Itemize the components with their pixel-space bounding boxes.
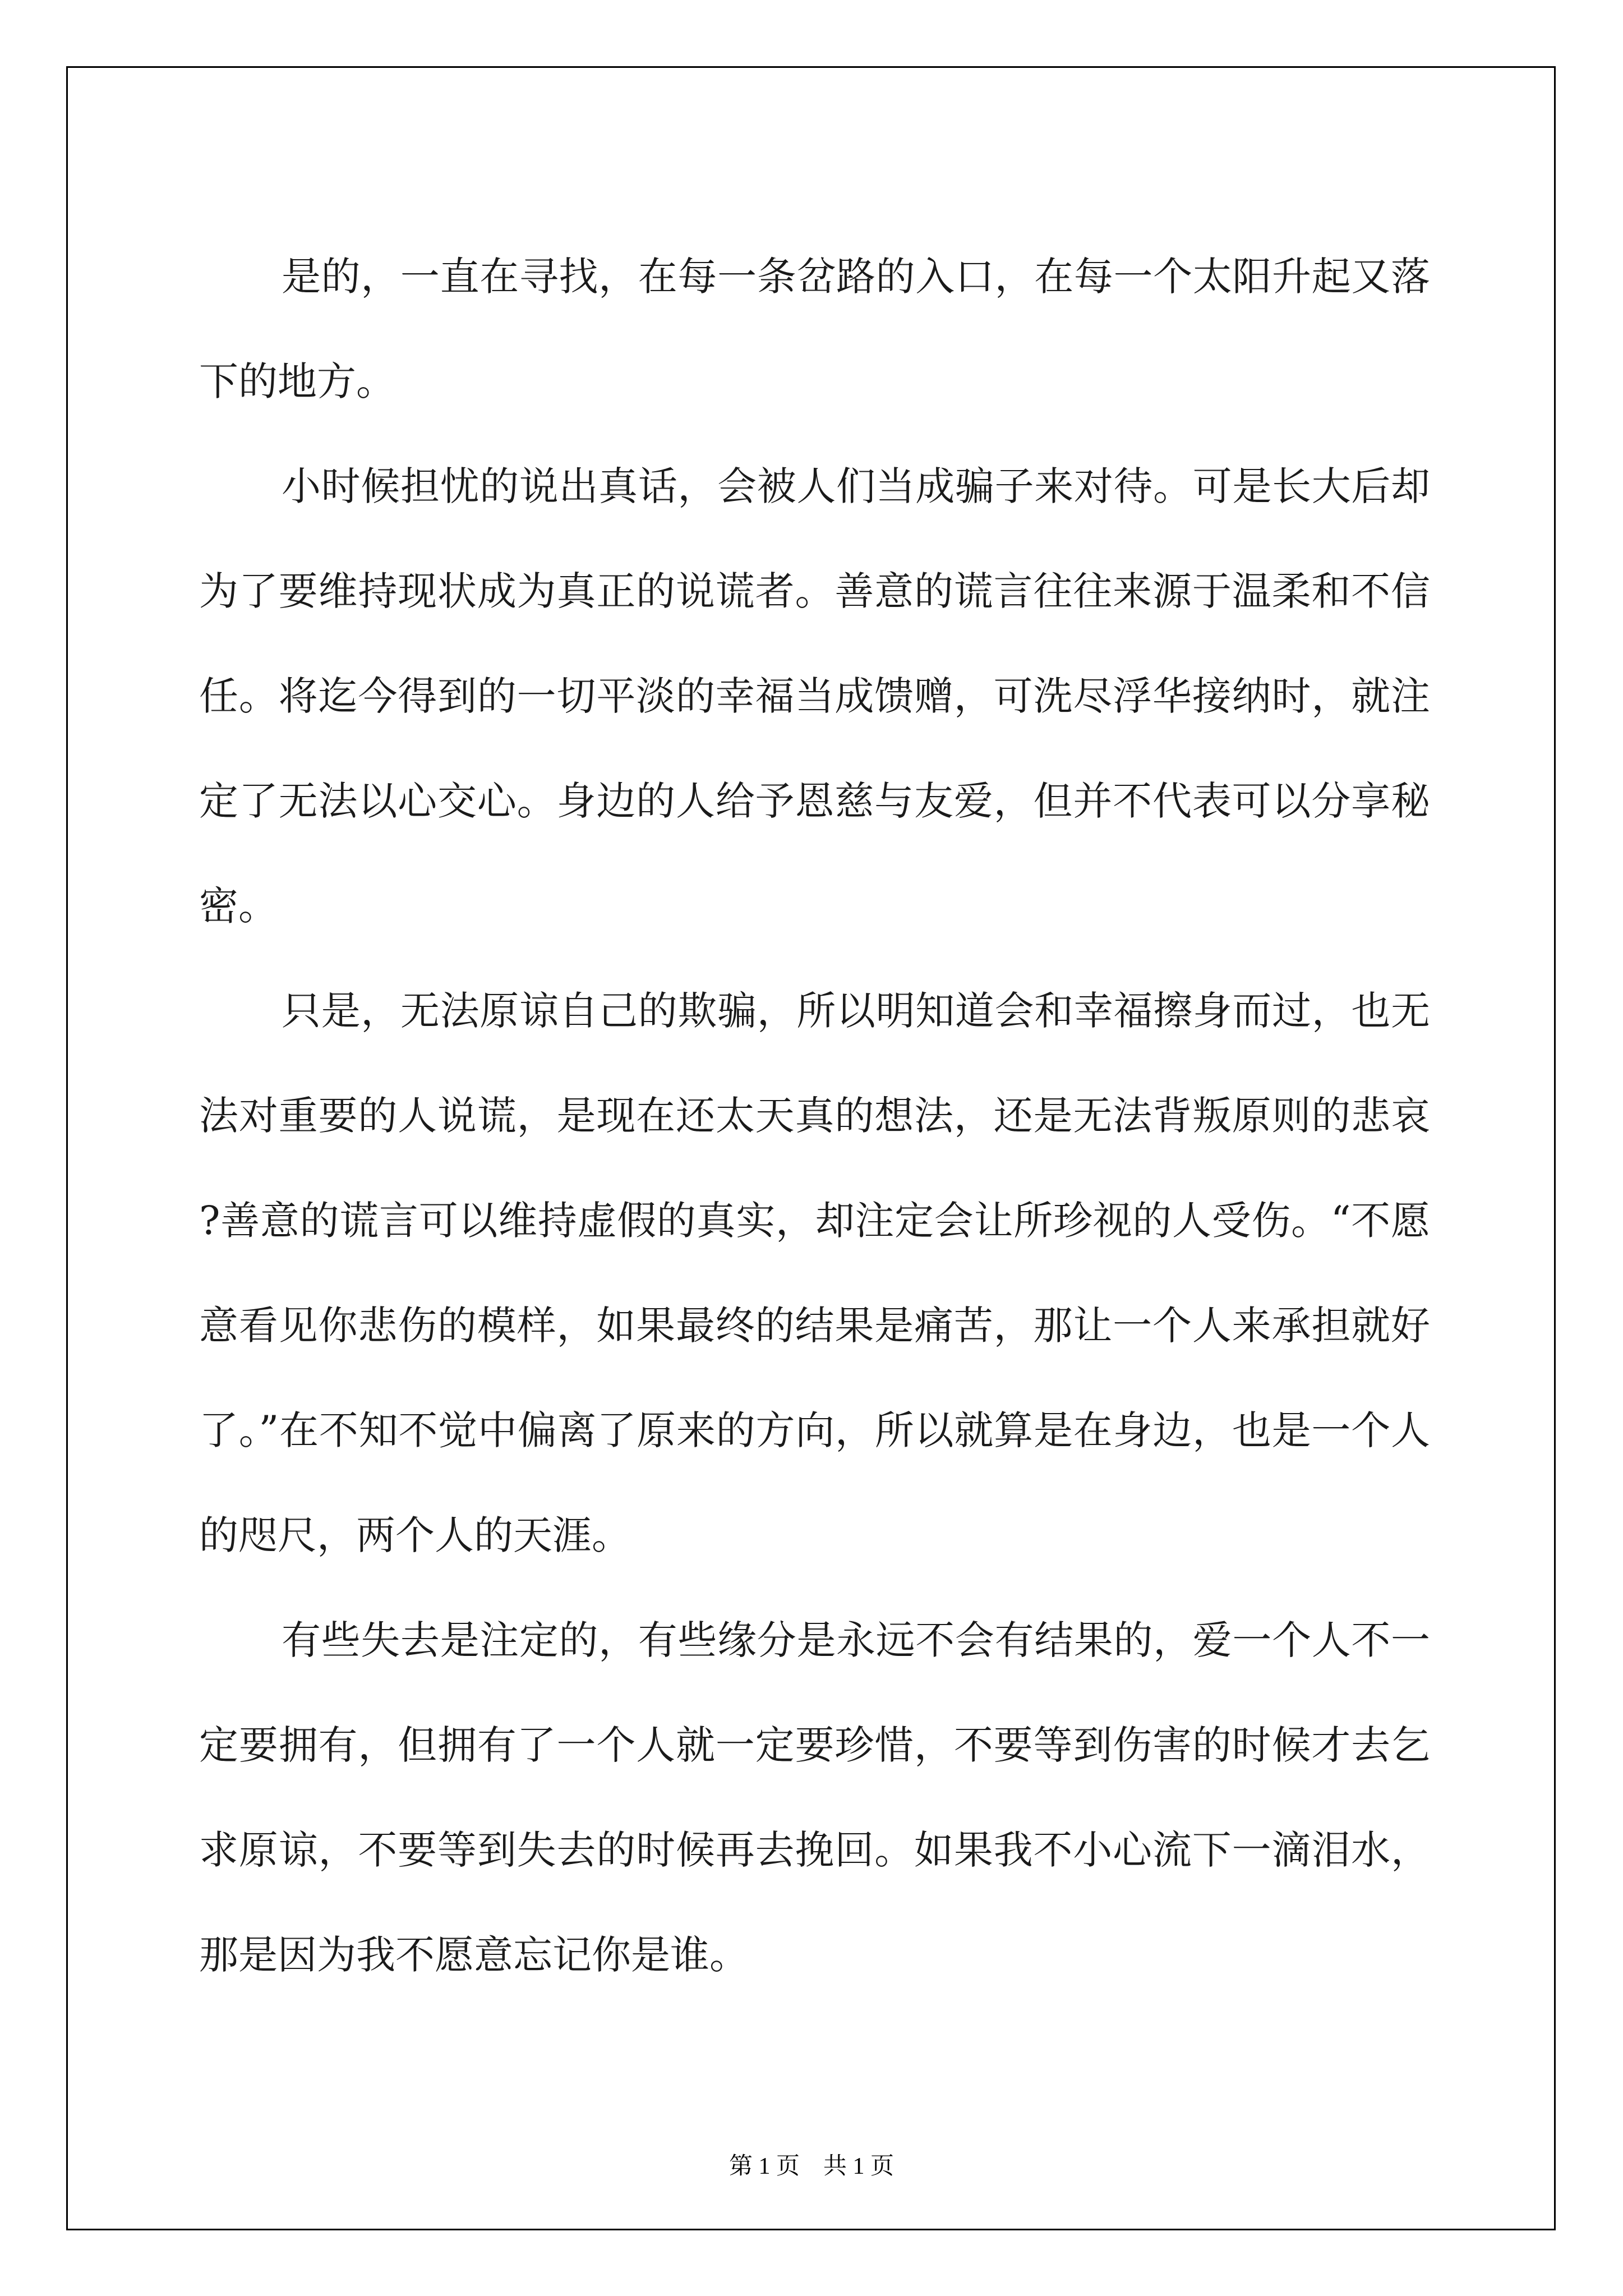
paragraph: 是的，一直在寻找，在每一条岔路的入口，在每一个太阳升起又落下的地方。 [199,254,1430,404]
paragraph: 只是，无法原谅自己的欺骗，所以明知道会和幸福擦身而过，也无法对重要的人说谎，是现在还太天真的想法，还是无法背叛原则的悲哀?善意的谎言可以维持虚假的真实，却注定会让所珍视的人受伤。“不愿意看见你悲伤的模样，如果最终的结果是痛苦，那让一个人来承担就好了。”在不知不觉中偏离了原来的方向，所以就算是在身边，也是一个人的咫尺，两个人的天涯。 [199,988,1430,1558]
paragraph: 小时候担忧的说出真话，会被人们当成骗子来对待。可是长大后却为了要维持现状成为真正的说谎者。善意的谎言往往来源于温柔和不信任。将迄今得到的一切平淡的幸福当成馈赠，可洗尽浮华接纳时，就注定了无法以心交心。身边的人给予恩慈与友爱，但并不代表可以分享秘密。 [199,463,1430,929]
document-body [199,224,1430,2008]
paragraph: 有些失去是注定的，有些缘分是永远不会有结果的，爱一个人不一定要拥有，但拥有了一个人就一定要珍惜，不要等到伤害的时候才去乞求原谅，不要等到失去的时候再去挽回。如果我不小心流下一滴泪水，那是因为我不愿意忘记你是谁。 [199,1617,1430,1978]
page-footer: 第 1 页 共 1 页 [728,2154,894,2179]
